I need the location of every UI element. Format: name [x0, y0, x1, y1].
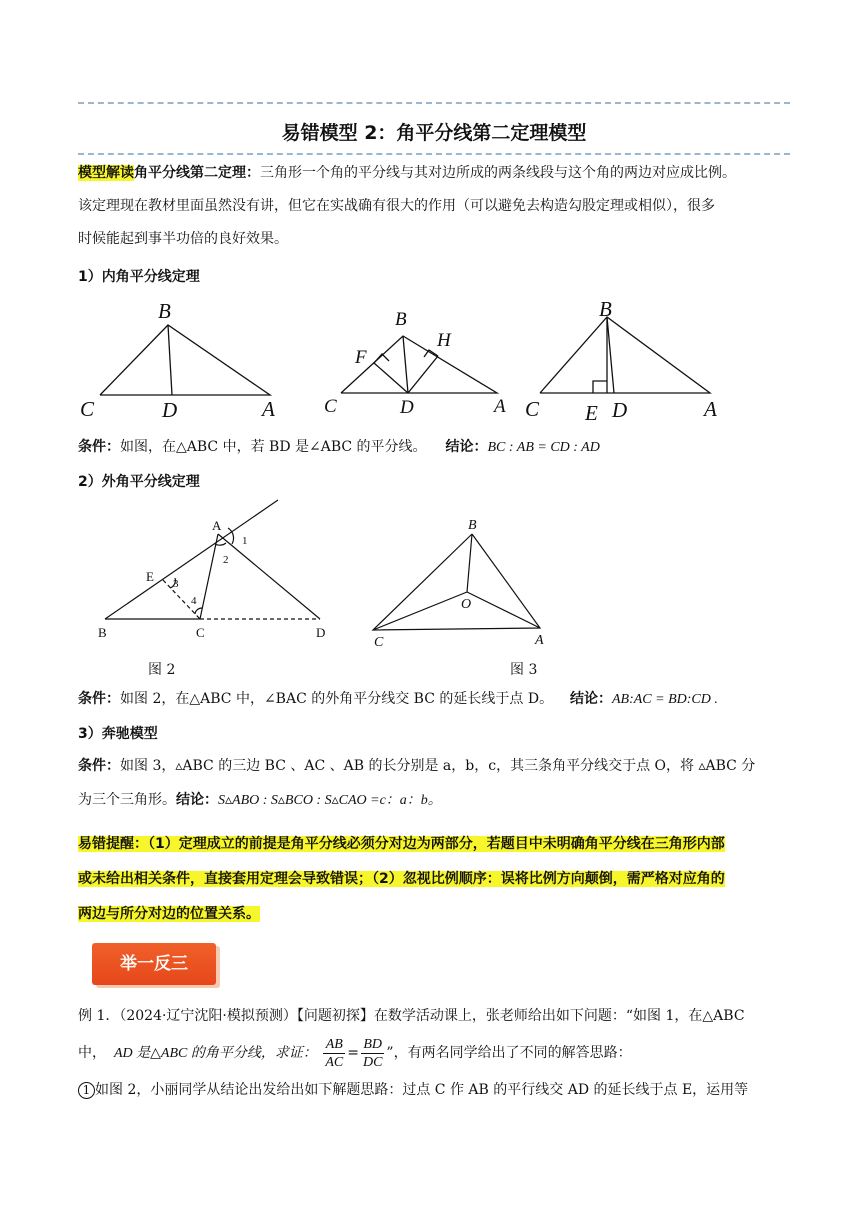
intro-line3: 时候能起到事半功倍的良好效果。: [78, 231, 288, 247]
fraction-bd-dc: $\frac{BD}{DC}$: [362, 1036, 383, 1070]
fig1a-label-C: C: [80, 397, 95, 421]
sec3-cond-text2: 为三个三角形。: [78, 792, 176, 808]
fig1c-label-E: E: [585, 401, 598, 425]
circled-number-1: 1: [78, 1082, 95, 1099]
fig1b-label-D: D: [400, 397, 414, 418]
example-line3: 如图 2，小丽同学从结论出发给出如下解题思路：过点 C 作 AB 的平行线交 AD 的延长线于点 E，运用等: [95, 1082, 749, 1098]
equals-sign: =: [347, 1045, 359, 1061]
fig1b-label-F: F: [355, 347, 367, 368]
figure-3-benz-model: [360, 512, 560, 652]
title-dashed-rule: [78, 153, 790, 155]
fig1c-label-C: C: [525, 397, 540, 421]
fig3-bisector-C: [373, 592, 467, 630]
fig1c-label-D: D: [612, 398, 628, 422]
figure-2-outer-bisector: [90, 492, 350, 652]
fig2-label-B: B: [98, 625, 107, 640]
fig2-label-A: A: [212, 518, 222, 533]
sec2-cond-label: 条件：: [78, 691, 120, 707]
fig1b-label-A: A: [494, 396, 506, 417]
warning-paragraph: [78, 827, 790, 932]
example-1: [78, 999, 790, 1107]
fig2-label-D: D: [316, 625, 326, 640]
fig3-label-B: B: [468, 518, 477, 533]
fig2-side-AD: [218, 534, 320, 619]
section-badge: [92, 943, 216, 985]
fig3-label-O: O: [461, 597, 472, 612]
example-line2-mid: AD 是△ABC 的角平分线，求证：: [114, 1046, 317, 1061]
fig1a-label-B: B: [158, 299, 171, 323]
example-line2-pre: 中，: [78, 1045, 106, 1061]
fig3-label-A: A: [535, 633, 544, 648]
fig1b-perp-h: [408, 356, 438, 393]
badge-text: 举一反三: [120, 954, 188, 974]
fig1a-label-A: A: [262, 397, 275, 421]
fig3-bisector-B: [467, 534, 472, 592]
fig1a-triangle: [100, 325, 270, 395]
fig2-label-4: 4: [191, 595, 197, 607]
fig2-angle-arc-1: [228, 528, 234, 544]
sec1-concl-label: 结论：: [445, 439, 488, 455]
top-dashed-rule: [78, 102, 790, 104]
sec3-concl-text: S▵ABO : S▵BCO : S▵CAO =c：a：b。: [218, 793, 442, 808]
intro-term: 角平分线第二定理：: [134, 165, 260, 181]
section-3-condition: [78, 749, 790, 818]
example-line1: 例 1．（2024·辽宁沈阳·模拟预测）【问题初探】在数学活动课上，张老师给出如下问题：“如图 1，在△ABC: [78, 1008, 745, 1024]
fig3-bisector-A: [467, 592, 540, 628]
sec3-concl-label: 结论：: [176, 792, 218, 808]
fig1c-triangle: [540, 317, 710, 393]
sec2-concl-text: AB:AC = BD:CD .: [611, 692, 718, 707]
sec2-cond-text: 如图 2，在△ABC 中，∠BAC 的外角平分线交 BC 的延长线于点 D。: [120, 691, 554, 707]
fig2-label-3: 3: [173, 578, 179, 590]
section-2-heading: 2）外角平分线定理: [78, 474, 200, 490]
fig1c-bisector: [607, 317, 614, 393]
figure-1-inner-bisector: [70, 290, 740, 430]
sec3-cond-text: 如图 3，▵ABC 的三边 BC 、AC 、AB 的长分别是 a，b，c，其三条角平分线交于点 O，将 ▵ABC 分: [120, 758, 756, 774]
section-3-heading: 3）奔驰模型: [78, 726, 158, 742]
warning-line3: 两边与所分对边的位置关系。: [78, 906, 260, 922]
fig1b-perp-f: [374, 363, 408, 393]
fig1b-label-B: B: [395, 309, 407, 330]
figure-2-caption: 图 2: [148, 662, 176, 678]
warning-line2: 或未给出相关条件，直接套用定理会导致错误；（2）忽视比例顺序：误将比例方向颠倒，需严格对应角的: [78, 871, 725, 887]
fig1b-bisector: [403, 336, 408, 393]
figure-3-caption: 图 3: [510, 662, 538, 678]
fig2-label-C: C: [196, 625, 205, 640]
sec2-concl-label: 结论：: [569, 691, 612, 707]
sec1-cond-label: 条件：: [78, 439, 120, 455]
intro-line2: 该定理现在教材里面虽然没有讲，但它在实战确有很大的作用（可以避免去构造勾股定理或相似），很多: [78, 198, 715, 214]
section-1-condition: [78, 436, 600, 456]
intro-line1: 三角形一个角的平分线与其对边所成的两条线段与这个角的两边对应成比例。: [260, 165, 736, 181]
sec3-cond-label: 条件：: [78, 758, 120, 774]
fig2-label-E: E: [146, 569, 154, 584]
section-2-condition: [78, 688, 718, 708]
fig1c-label-A: A: [704, 397, 717, 421]
section-1-heading: 1）内角平分线定理: [78, 269, 200, 285]
fig1b-label-H: H: [437, 330, 451, 351]
fig3-label-C: C: [374, 635, 384, 650]
warning-line1: 易错提醒：（1）定理成立的前提是角平分线必须分对边为两部分，若题目中未明确角平分线在三角形内部: [78, 836, 725, 852]
fraction-ab-ac: $\frac{AB}{AC}$: [325, 1036, 344, 1070]
fig1c-label-B: B: [599, 297, 612, 321]
fig2-angle-arc-2: [215, 543, 226, 545]
example-line2-post: ”，有两名同学给出了不同的解答思路：: [386, 1045, 632, 1061]
sec1-cond-text: 如图，在△ABC 中，若 BD 是∠ABC 的平分线。: [120, 439, 427, 455]
fig2-label-2: 2: [223, 554, 229, 566]
fig2-label-1: 1: [242, 535, 248, 547]
fig1a-bisector: [168, 325, 172, 395]
intro-paragraph: [78, 157, 790, 256]
intro-tag: 模型解读: [78, 165, 134, 181]
page-title: 易错模型 2：角平分线第二定理模型: [281, 122, 587, 144]
fig1c-right-angle: [593, 381, 607, 393]
fig1b-label-C: C: [324, 396, 337, 417]
sec1-concl-text: BC : AB = CD : AD: [487, 440, 600, 455]
fig1a-label-D: D: [162, 398, 178, 422]
fig1b-right-angle-f: [374, 354, 389, 363]
